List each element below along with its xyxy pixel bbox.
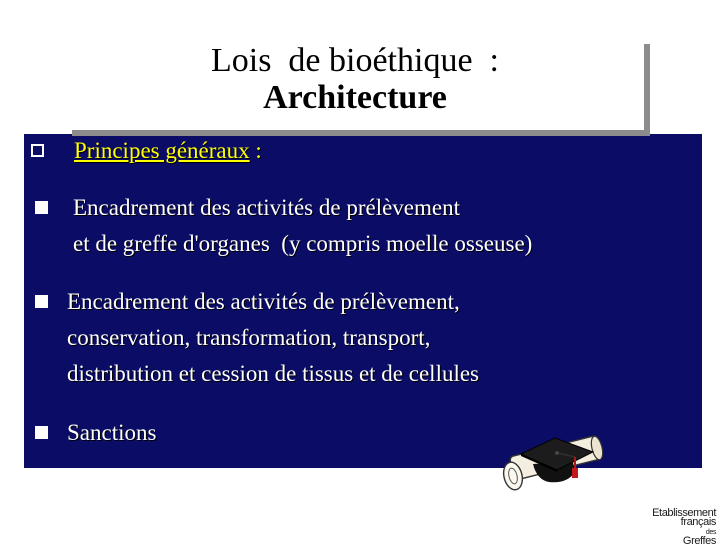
item-heading-suffix: : <box>249 138 262 163</box>
graduation-cap-diploma-icon <box>497 424 609 496</box>
item-line: et de greffe d'organes (y compris moelle osseuse) <box>73 231 533 256</box>
slide-title <box>66 38 644 130</box>
square-bullet-icon <box>35 295 48 308</box>
item-line: Encadrement des activités de prélèvement <box>73 195 460 220</box>
title-line-1: Lois de bioéthique : <box>210 42 499 79</box>
square-bullet-icon <box>35 201 48 214</box>
list-item-principes <box>74 133 262 169</box>
item-line: distribution et cession de tissus et de cellules <box>67 361 480 386</box>
title-line-2: Architecture <box>263 79 447 116</box>
logo-greffes: Greffes <box>682 535 716 547</box>
square-bullet-icon <box>35 426 48 439</box>
list-item-sanctions <box>67 415 156 451</box>
item-line: conservation, transformation, transport, <box>67 325 431 350</box>
item-heading: Principes généraux <box>74 138 250 163</box>
efg-logo <box>650 509 716 546</box>
logo-line-3 <box>650 527 716 546</box>
item-line: Encadrement des activités de prélèvement, <box>67 289 460 314</box>
list-item-organes <box>73 190 532 262</box>
logo-line-1: Etablissement <box>652 507 716 519</box>
list-item-tissus <box>67 284 479 392</box>
item-line: Sanctions <box>67 420 157 445</box>
square-bullet-icon <box>31 144 44 157</box>
logo-line-2: français <box>680 516 716 528</box>
logo-des: des <box>705 529 716 536</box>
